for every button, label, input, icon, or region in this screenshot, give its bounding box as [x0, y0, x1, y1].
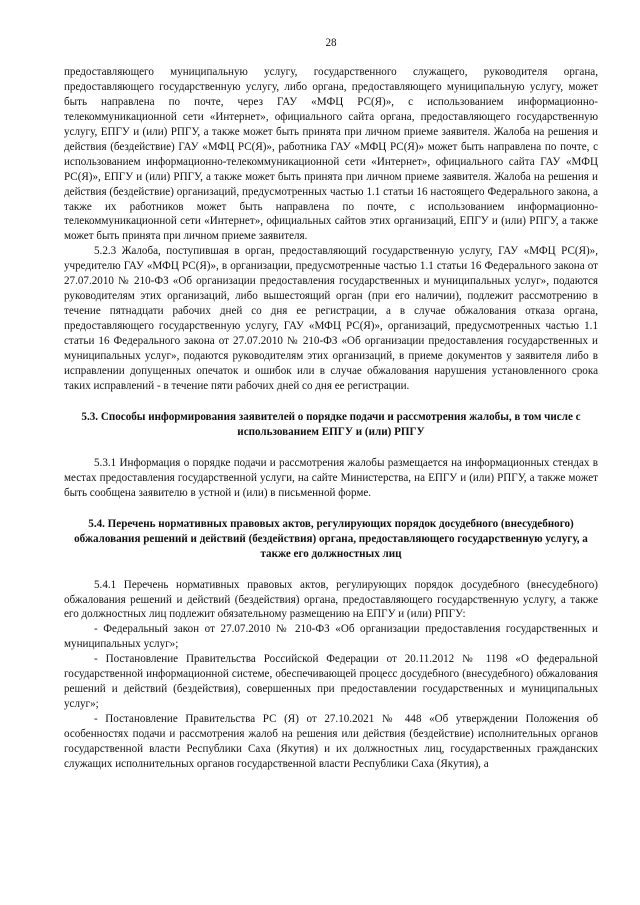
page-number: 28 — [325, 37, 337, 49]
paragraph-5-4-1: 5.4.1 Перечень нормативных правовых актов, регулирующих порядок досудебного (внесудебного) обжалования решений и действий (бездействия) органа, предоставляющего государственную услугу, а также его должностных лиц подлежит обязательному размещению на ЕПГУ и (или) РПГУ: — [64, 578, 598, 621]
list-item-federal-law: - Федеральный закон от 27.07.2010 № 210-ФЗ «Об организации предоставления государственных и муниципальных услуг»; — [64, 623, 598, 651]
list-item-government-decree-448: - Постановление Правительства РС (Я) от 27.10.2021 № 448 «Об утверждении Положения об особенностях подачи и рассмотрения жалоб на решения или действия (бездействие) исполнительных органов государственной власти Республики Саха (Якутия) и их должностных лиц, государственных гражданских служащих исполнительных органов государственной власти Республики Саха (Якутия), а — [64, 713, 598, 770]
section-heading-5-3: 5.3. Способы информирования заявителей о порядке подачи и рассмотрения жалобы, в том числе с использованием ЕПГУ и (или) РПГУ — [81, 410, 581, 438]
section-heading-5-4: 5.4. Перечень нормативных правовых актов, регулирующих порядок досудебного (внесудебного) обжалования решений и действий (бездействия) органа, предоставляющего государственную услугу, а также его должностных лиц — [74, 517, 588, 560]
paragraph-5-2-3: 5.2.3 Жалоба, поступившая в орган, предоставляющий государственную услугу, ГАУ «МФЦ РС(Я)», учредителю ГАУ «МФЦ РС(Я)», в организации, предусмотренные частью 1.1 статьи 16 Федерального закона от 27.07.2010 № 210-ФЗ «Об организации предоставления государственных и муниципальных услуг», подаются руководителям этих организаций, либо вышестоящий орган (при его наличии), подлежит рассмотрению в течение пятнадцати рабочих дней со дня ее регистрации, а в случае обжалования отказа органа, предоставляющего государственную услугу, ГАУ «МФЦ РС(Я)», организаций, предусмотренных частью 1.1 статьи 16 Федерального закона от 27.07.2010 № 210-ФЗ «Об организации предоставления государственных и муниципальных услуг», подаются руководителям этих организаций, в приеме документов у заявителя либо в исправлении допущенных опечаток и ошибок или в случае обжалования нарушения установленного срока таких исправлений - в течение пяти рабочих дней со дня ее регистрации. — [64, 245, 598, 392]
paragraph-5-3-1: 5.3.1 Информация о порядке подачи и рассмотрения жалобы размещается на информационных стендах в местах предоставления государственной услуги, на сайте Министерства, на ЕПГУ и (или) РПГУ, а также может быть сообщена заявителю в устной и (или) в письменной форме. — [64, 456, 598, 499]
list-item-government-decree-1198: - Постановление Правительства Российской Федерации от 20.11.2012 № 1198 «О федеральной государственной информационной системе, обеспечивающей процесс досудебного (внесудебного) обжалования решений и действий (бездействия), совершенных при предоставлении государственных и муниципальных услуг»; — [64, 653, 598, 711]
paragraph-complaint-channels: предоставляющего муниципальную услугу, государственного служащего, руководителя органа, предоставляющего государственную услугу, либо органа, предоставляющего муниципальную услугу, может быть направлена по почте, через ГАУ «МФЦ РС(Я)», с использованием информационно-телекоммуникационной сети «Интернет», официального сайта органа, предоставляющего государственную услугу, ЕПГУ и (или) РПГУ, а также может быть принята при личном приеме заявителя. Жалоба на решения и действия (бездействие) ГАУ «МФЦ РС(Я)», работника ГАУ «МФЦ РС(Я)» может быть направлена по почте, с использованием информационно-телекоммуникационной сети «Интернет», официального сайта ГАУ «МФЦ РС(Я)», ЕПГУ и (или) РПГУ, а также может быть принята при личном приеме заявителя. Жалоба на решения и действия (бездействие) организаций, предусмотренных частью 1.1 статьи 16 настоящего Федерального закона, а также их работников может быть направлена по почте, с использованием информационно-телекоммуникационной сети «Интернет», официальных сайтов этих организаций, ЕПГУ и (или) РПГУ, а также может быть принята при личном приеме заявителя. — [64, 65, 598, 243]
